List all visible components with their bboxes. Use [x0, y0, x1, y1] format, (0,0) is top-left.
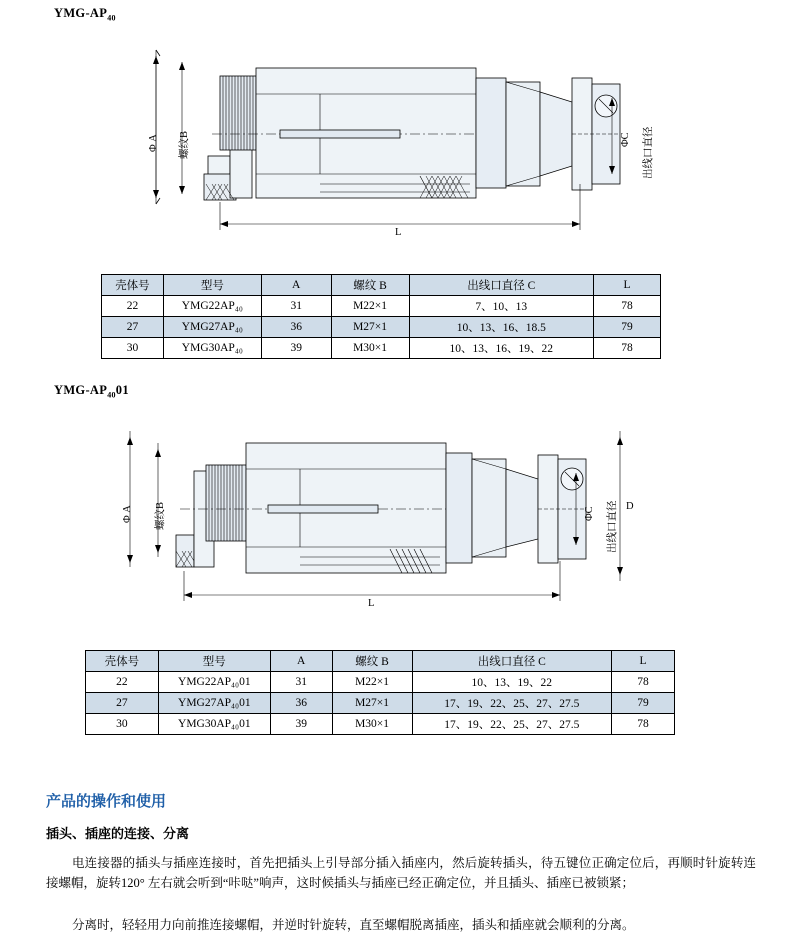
table-cell: 78	[612, 714, 675, 735]
table-cell: 10、13、16、19、22	[409, 338, 594, 359]
table-cell: 79	[612, 693, 675, 714]
figure-1-label-phi-c: ΦC	[620, 132, 631, 147]
table-cell: YMG22AP₄₀01	[158, 672, 270, 693]
table-row	[86, 714, 675, 735]
figure-ymg-ap40-drawing	[120, 34, 680, 249]
table-2-header-cell: A	[270, 651, 332, 672]
spec-table-ymg-ap40	[101, 274, 661, 359]
section-2-heading	[54, 383, 129, 400]
section-1-heading-subscript: 40	[107, 13, 116, 23]
figure-2-svg	[110, 415, 690, 625]
table-cell: 30	[86, 714, 159, 735]
section-2-heading-text: YMG-AP	[54, 383, 108, 397]
table-2-header-cell: 壳体号	[86, 651, 159, 672]
table-cell: M27×1	[331, 317, 409, 338]
table-row	[86, 693, 675, 714]
table-row	[86, 672, 675, 693]
table-2-header-cell: 螺纹 B	[332, 651, 412, 672]
table-cell: 22	[102, 296, 164, 317]
figure-2-label-outlet-diameter: 出线口直径	[607, 500, 618, 553]
table-row	[102, 317, 661, 338]
paragraph-connection: 电连接器的插头与插座连接时，首先把插头上引导部分插入插座内，然后旋转插头，待五键位正确定位后，再顺时针旋转连接螺帽，旋转120° 左右就会听到“咔哒”响声，这时候插头与插座已经正确定位，并且插头、插座已被锁紧；	[46, 856, 756, 890]
section-2-heading-subscript: 40	[107, 390, 116, 400]
table-2-header-cell: 出线口直径 C	[412, 651, 612, 672]
table-1-header-cell: 出线口直径 C	[409, 275, 594, 296]
table-row	[102, 296, 661, 317]
figure-1-label-thread-b: 螺纹B	[179, 130, 190, 159]
figure-1-label-length: L	[395, 227, 402, 238]
table-cell: 10、13、19、22	[412, 672, 612, 693]
table-cell: 30	[102, 338, 164, 359]
table-1-header-cell: L	[594, 275, 661, 296]
table-cell: YMG27AP₄₀	[163, 317, 261, 338]
figure-2-label-phi-c: ΦC	[584, 506, 595, 521]
table-2-header-cell: L	[612, 651, 675, 672]
section-1-heading	[54, 6, 116, 23]
section-1-heading-text: YMG-AP	[54, 6, 108, 20]
table-cell: M22×1	[332, 672, 412, 693]
table-cell: 39	[270, 714, 332, 735]
table-2-header-row	[86, 651, 675, 672]
table-cell: 39	[261, 338, 331, 359]
figure-2-label-thread-b: 螺纹B	[155, 501, 166, 530]
table-1-header-cell: 壳体号	[102, 275, 164, 296]
figure-1-label-phi-a: Φ A	[148, 134, 159, 152]
table-cell: YMG22AP₄₀	[163, 296, 261, 317]
figure-2-label-length: L	[368, 598, 375, 609]
figure-1-label-outlet-diameter: 出线口直径	[643, 126, 654, 179]
table-2-header-cell: 型号	[158, 651, 270, 672]
table-cell: YMG30AP₄₀01	[158, 714, 270, 735]
table-1-header-cell: 型号	[163, 275, 261, 296]
table-cell: 10、13、16、18.5	[409, 317, 594, 338]
table-cell: 7、10、13	[409, 296, 594, 317]
table-cell: 27	[86, 693, 159, 714]
table-cell: M22×1	[331, 296, 409, 317]
subsection-title: 插头、插座的连接、分离	[46, 826, 190, 841]
table-cell: M30×1	[331, 338, 409, 359]
figure-2-label-phi-a: Φ A	[122, 505, 133, 523]
figure-2-label-dim-d: D	[626, 501, 634, 512]
table-1-header-cell: A	[261, 275, 331, 296]
table-cell: 78	[612, 672, 675, 693]
table-cell: M27×1	[332, 693, 412, 714]
table-cell: YMG30AP₄₀	[163, 338, 261, 359]
page-title: 产品的操作和使用	[46, 793, 167, 810]
table-cell: 78	[594, 338, 661, 359]
table-cell: 31	[261, 296, 331, 317]
table-cell: 31	[270, 672, 332, 693]
figure-ymg-ap40-01-drawing	[110, 415, 690, 625]
table-cell: YMG27AP₄₀01	[158, 693, 270, 714]
table-cell: 36	[261, 317, 331, 338]
table-cell: 17、19、22、25、27、27.5	[412, 714, 612, 735]
spec-table-ymg-ap40-01	[85, 650, 675, 735]
table-cell: 17、19、22、25、27、27.5	[412, 693, 612, 714]
table-1-header-cell: 螺纹 B	[331, 275, 409, 296]
paragraph-separation: 分离时，轻轻用力向前推连接螺帽，并逆时针旋转，直至螺帽脱离插座，插头和插座就会顺利的分离。	[72, 918, 635, 932]
section-2-heading-tail: 01	[115, 383, 129, 397]
table-row	[102, 338, 661, 359]
table-cell: 22	[86, 672, 159, 693]
table-1-header-row	[102, 275, 661, 296]
figure-1-svg	[120, 34, 680, 249]
table-cell: M30×1	[332, 714, 412, 735]
table-cell: 27	[102, 317, 164, 338]
table-cell: 36	[270, 693, 332, 714]
table-cell: 78	[594, 296, 661, 317]
table-cell: 79	[594, 317, 661, 338]
